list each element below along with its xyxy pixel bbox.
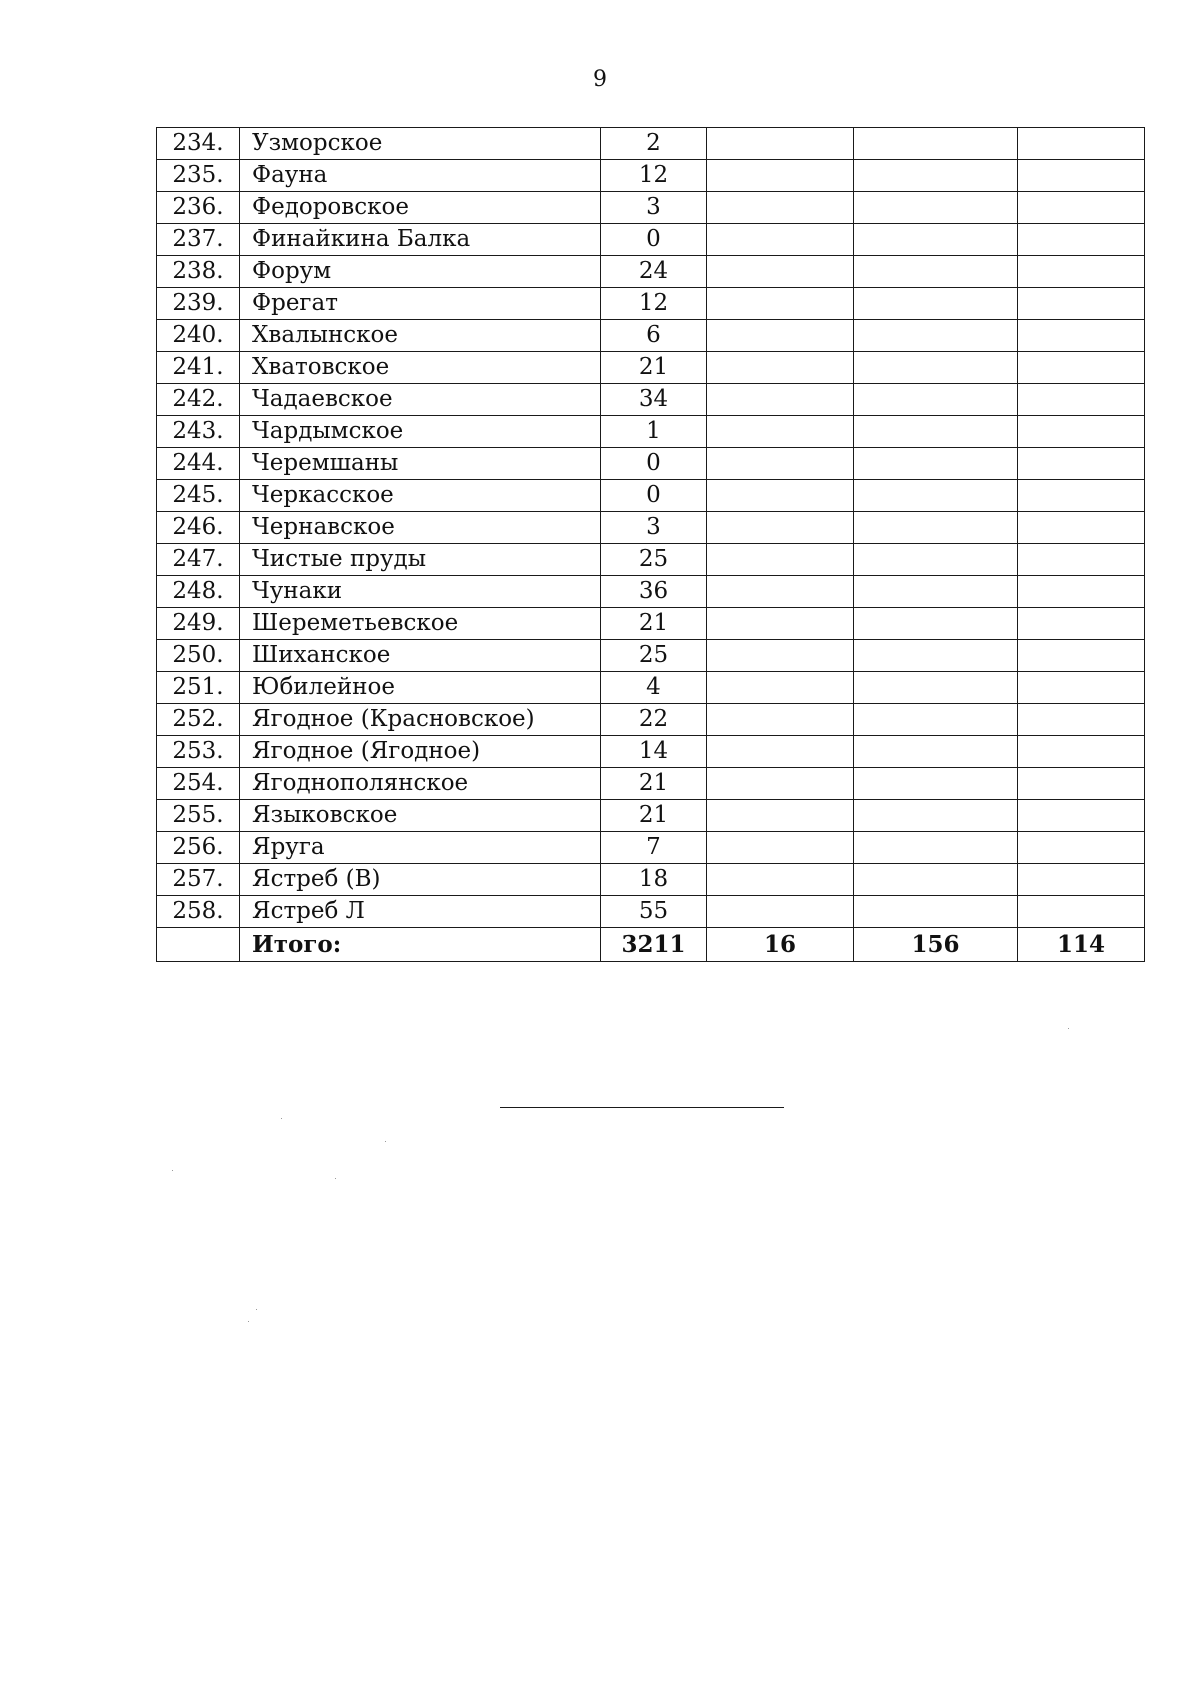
table-row — [157, 416, 1145, 448]
row-col-b-cell — [854, 192, 1018, 224]
row-number-cell: 247. — [157, 544, 240, 576]
row-col-a-cell — [707, 896, 854, 928]
row-name-cell: Хватовское — [240, 352, 601, 384]
row-number-cell: 249. — [157, 608, 240, 640]
row-name-cell: Шиханское — [240, 640, 601, 672]
scan-speck — [281, 1118, 282, 1119]
row-number-cell: 235. — [157, 160, 240, 192]
row-col-c-cell — [1018, 416, 1145, 448]
table-row — [157, 832, 1145, 864]
row-name-cell: Черемшаны — [240, 448, 601, 480]
scan-speck — [1068, 1028, 1069, 1029]
row-count-cell: 14 — [601, 736, 707, 768]
row-number-cell: 243. — [157, 416, 240, 448]
row-col-b-cell — [854, 544, 1018, 576]
row-col-c-cell — [1018, 192, 1145, 224]
row-col-a-cell — [707, 224, 854, 256]
row-name-cell: Чернавское — [240, 512, 601, 544]
row-number-cell: 256. — [157, 832, 240, 864]
row-number-cell: 236. — [157, 192, 240, 224]
row-number-cell: 258. — [157, 896, 240, 928]
row-col-c-cell — [1018, 576, 1145, 608]
total-col-a-cell: 16 — [707, 928, 854, 962]
row-count-cell: 6 — [601, 320, 707, 352]
row-number-cell: 242. — [157, 384, 240, 416]
row-col-c-cell — [1018, 768, 1145, 800]
row-count-cell: 21 — [601, 608, 707, 640]
row-name-cell: Федоровское — [240, 192, 601, 224]
table-row — [157, 128, 1145, 160]
row-count-cell: 2 — [601, 128, 707, 160]
row-count-cell: 0 — [601, 448, 707, 480]
row-col-c-cell — [1018, 160, 1145, 192]
row-col-a-cell — [707, 480, 854, 512]
row-number-cell: 241. — [157, 352, 240, 384]
row-col-c-cell — [1018, 256, 1145, 288]
row-col-b-cell — [854, 576, 1018, 608]
row-number-cell: 240. — [157, 320, 240, 352]
row-col-b-cell — [854, 512, 1018, 544]
row-count-cell: 34 — [601, 384, 707, 416]
table-row — [157, 576, 1145, 608]
row-name-cell: Черкасское — [240, 480, 601, 512]
table-row — [157, 512, 1145, 544]
row-count-cell: 3 — [601, 192, 707, 224]
row-count-cell: 21 — [601, 768, 707, 800]
data-table-container — [156, 127, 1126, 962]
row-count-cell: 25 — [601, 640, 707, 672]
row-col-a-cell — [707, 256, 854, 288]
row-col-a-cell — [707, 576, 854, 608]
table-body — [157, 128, 1145, 962]
row-col-b-cell — [854, 608, 1018, 640]
row-col-b-cell — [854, 256, 1018, 288]
row-col-c-cell — [1018, 832, 1145, 864]
row-name-cell: Узморское — [240, 128, 601, 160]
row-col-a-cell — [707, 800, 854, 832]
total-label-cell: Итого: — [240, 928, 601, 962]
row-count-cell: 1 — [601, 416, 707, 448]
row-col-a-cell — [707, 736, 854, 768]
row-col-b-cell — [854, 320, 1018, 352]
row-col-b-cell — [854, 480, 1018, 512]
row-number-cell: 244. — [157, 448, 240, 480]
row-col-a-cell — [707, 288, 854, 320]
row-name-cell: Чадаевское — [240, 384, 601, 416]
row-count-cell: 22 — [601, 704, 707, 736]
row-col-b-cell — [854, 864, 1018, 896]
row-col-a-cell — [707, 864, 854, 896]
row-number-cell: 253. — [157, 736, 240, 768]
table-row — [157, 448, 1145, 480]
row-number-cell: 255. — [157, 800, 240, 832]
row-count-cell: 4 — [601, 672, 707, 704]
total-num-cell — [157, 928, 240, 962]
row-col-a-cell — [707, 544, 854, 576]
row-name-cell: Фауна — [240, 160, 601, 192]
row-count-cell: 7 — [601, 832, 707, 864]
row-col-c-cell — [1018, 800, 1145, 832]
row-name-cell: Ягодное (Ягодное) — [240, 736, 601, 768]
row-col-b-cell — [854, 160, 1018, 192]
table-row — [157, 384, 1145, 416]
row-number-cell: 234. — [157, 128, 240, 160]
total-col-c-cell: 114 — [1018, 928, 1145, 962]
row-col-a-cell — [707, 128, 854, 160]
table-row — [157, 704, 1145, 736]
row-col-a-cell — [707, 640, 854, 672]
row-col-b-cell — [854, 128, 1018, 160]
table-row — [157, 640, 1145, 672]
row-col-c-cell — [1018, 384, 1145, 416]
row-name-cell: Фрегат — [240, 288, 601, 320]
row-col-c-cell — [1018, 320, 1145, 352]
row-col-c-cell — [1018, 448, 1145, 480]
row-col-b-cell — [854, 736, 1018, 768]
row-number-cell: 251. — [157, 672, 240, 704]
row-col-b-cell — [854, 704, 1018, 736]
row-col-b-cell — [854, 800, 1018, 832]
row-col-a-cell — [707, 352, 854, 384]
table-row — [157, 288, 1145, 320]
table-row — [157, 224, 1145, 256]
row-col-c-cell — [1018, 512, 1145, 544]
row-col-c-cell — [1018, 128, 1145, 160]
row-col-a-cell — [707, 160, 854, 192]
row-col-b-cell — [854, 448, 1018, 480]
row-number-cell: 237. — [157, 224, 240, 256]
scan-speck — [335, 1178, 336, 1179]
row-col-c-cell — [1018, 480, 1145, 512]
row-name-cell: Яруга — [240, 832, 601, 864]
row-number-cell: 246. — [157, 512, 240, 544]
row-col-b-cell — [854, 640, 1018, 672]
row-col-b-cell — [854, 288, 1018, 320]
row-col-a-cell — [707, 704, 854, 736]
row-name-cell: Языковское — [240, 800, 601, 832]
row-name-cell: Юбилейное — [240, 672, 601, 704]
row-col-a-cell — [707, 192, 854, 224]
total-row — [157, 928, 1145, 962]
row-col-c-cell — [1018, 704, 1145, 736]
table-row — [157, 192, 1145, 224]
row-name-cell: Чардымское — [240, 416, 601, 448]
row-col-b-cell — [854, 672, 1018, 704]
row-count-cell: 0 — [601, 224, 707, 256]
row-col-b-cell — [854, 416, 1018, 448]
row-name-cell: Шереметьевское — [240, 608, 601, 640]
table-row — [157, 256, 1145, 288]
row-col-b-cell — [854, 352, 1018, 384]
row-count-cell: 3 — [601, 512, 707, 544]
row-name-cell: Ягодное (Красновское) — [240, 704, 601, 736]
table-row — [157, 608, 1145, 640]
row-col-a-cell — [707, 672, 854, 704]
row-number-cell: 254. — [157, 768, 240, 800]
table-row — [157, 480, 1145, 512]
row-count-cell: 55 — [601, 896, 707, 928]
row-col-a-cell — [707, 416, 854, 448]
row-name-cell: Ястреб (В) — [240, 864, 601, 896]
row-col-a-cell — [707, 384, 854, 416]
scan-speck — [256, 1309, 257, 1310]
row-col-c-cell — [1018, 640, 1145, 672]
row-number-cell: 248. — [157, 576, 240, 608]
row-col-a-cell — [707, 608, 854, 640]
row-col-a-cell — [707, 832, 854, 864]
row-col-c-cell — [1018, 608, 1145, 640]
row-name-cell: Форум — [240, 256, 601, 288]
scan-speck — [172, 1170, 173, 1171]
table-row — [157, 672, 1145, 704]
row-col-c-cell — [1018, 224, 1145, 256]
row-count-cell: 21 — [601, 800, 707, 832]
row-number-cell: 245. — [157, 480, 240, 512]
row-col-c-cell — [1018, 672, 1145, 704]
scan-speck — [248, 1321, 249, 1322]
scan-speck — [385, 1141, 386, 1142]
table-row — [157, 320, 1145, 352]
row-number-cell: 238. — [157, 256, 240, 288]
table-row — [157, 768, 1145, 800]
table-row — [157, 800, 1145, 832]
row-col-c-cell — [1018, 352, 1145, 384]
row-col-a-cell — [707, 768, 854, 800]
table-row — [157, 736, 1145, 768]
row-count-cell: 18 — [601, 864, 707, 896]
row-col-a-cell — [707, 448, 854, 480]
row-count-cell: 0 — [601, 480, 707, 512]
data-table — [156, 127, 1145, 962]
row-col-c-cell — [1018, 288, 1145, 320]
closing-separator-line — [500, 1107, 784, 1108]
total-count-cell: 3211 — [601, 928, 707, 962]
row-col-b-cell — [854, 832, 1018, 864]
table-row — [157, 544, 1145, 576]
row-count-cell: 12 — [601, 160, 707, 192]
row-number-cell: 239. — [157, 288, 240, 320]
row-name-cell: Чистые пруды — [240, 544, 601, 576]
row-number-cell: 250. — [157, 640, 240, 672]
row-name-cell: Чунаки — [240, 576, 601, 608]
row-number-cell: 257. — [157, 864, 240, 896]
row-col-c-cell — [1018, 896, 1145, 928]
row-count-cell: 12 — [601, 288, 707, 320]
row-count-cell: 24 — [601, 256, 707, 288]
row-col-c-cell — [1018, 736, 1145, 768]
row-col-a-cell — [707, 512, 854, 544]
row-col-c-cell — [1018, 544, 1145, 576]
row-col-b-cell — [854, 224, 1018, 256]
row-name-cell: Финайкина Балка — [240, 224, 601, 256]
table-row — [157, 896, 1145, 928]
row-count-cell: 21 — [601, 352, 707, 384]
row-col-a-cell — [707, 320, 854, 352]
page-number: 9 — [593, 67, 607, 92]
table-row — [157, 160, 1145, 192]
row-col-b-cell — [854, 768, 1018, 800]
row-col-c-cell — [1018, 864, 1145, 896]
table-row — [157, 864, 1145, 896]
row-name-cell: Ястреб Л — [240, 896, 601, 928]
row-name-cell: Ягоднополянское — [240, 768, 601, 800]
total-col-b-cell: 156 — [854, 928, 1018, 962]
row-number-cell: 252. — [157, 704, 240, 736]
row-col-b-cell — [854, 896, 1018, 928]
row-col-b-cell — [854, 384, 1018, 416]
row-count-cell: 36 — [601, 576, 707, 608]
row-name-cell: Хвалынское — [240, 320, 601, 352]
row-count-cell: 25 — [601, 544, 707, 576]
table-row — [157, 352, 1145, 384]
